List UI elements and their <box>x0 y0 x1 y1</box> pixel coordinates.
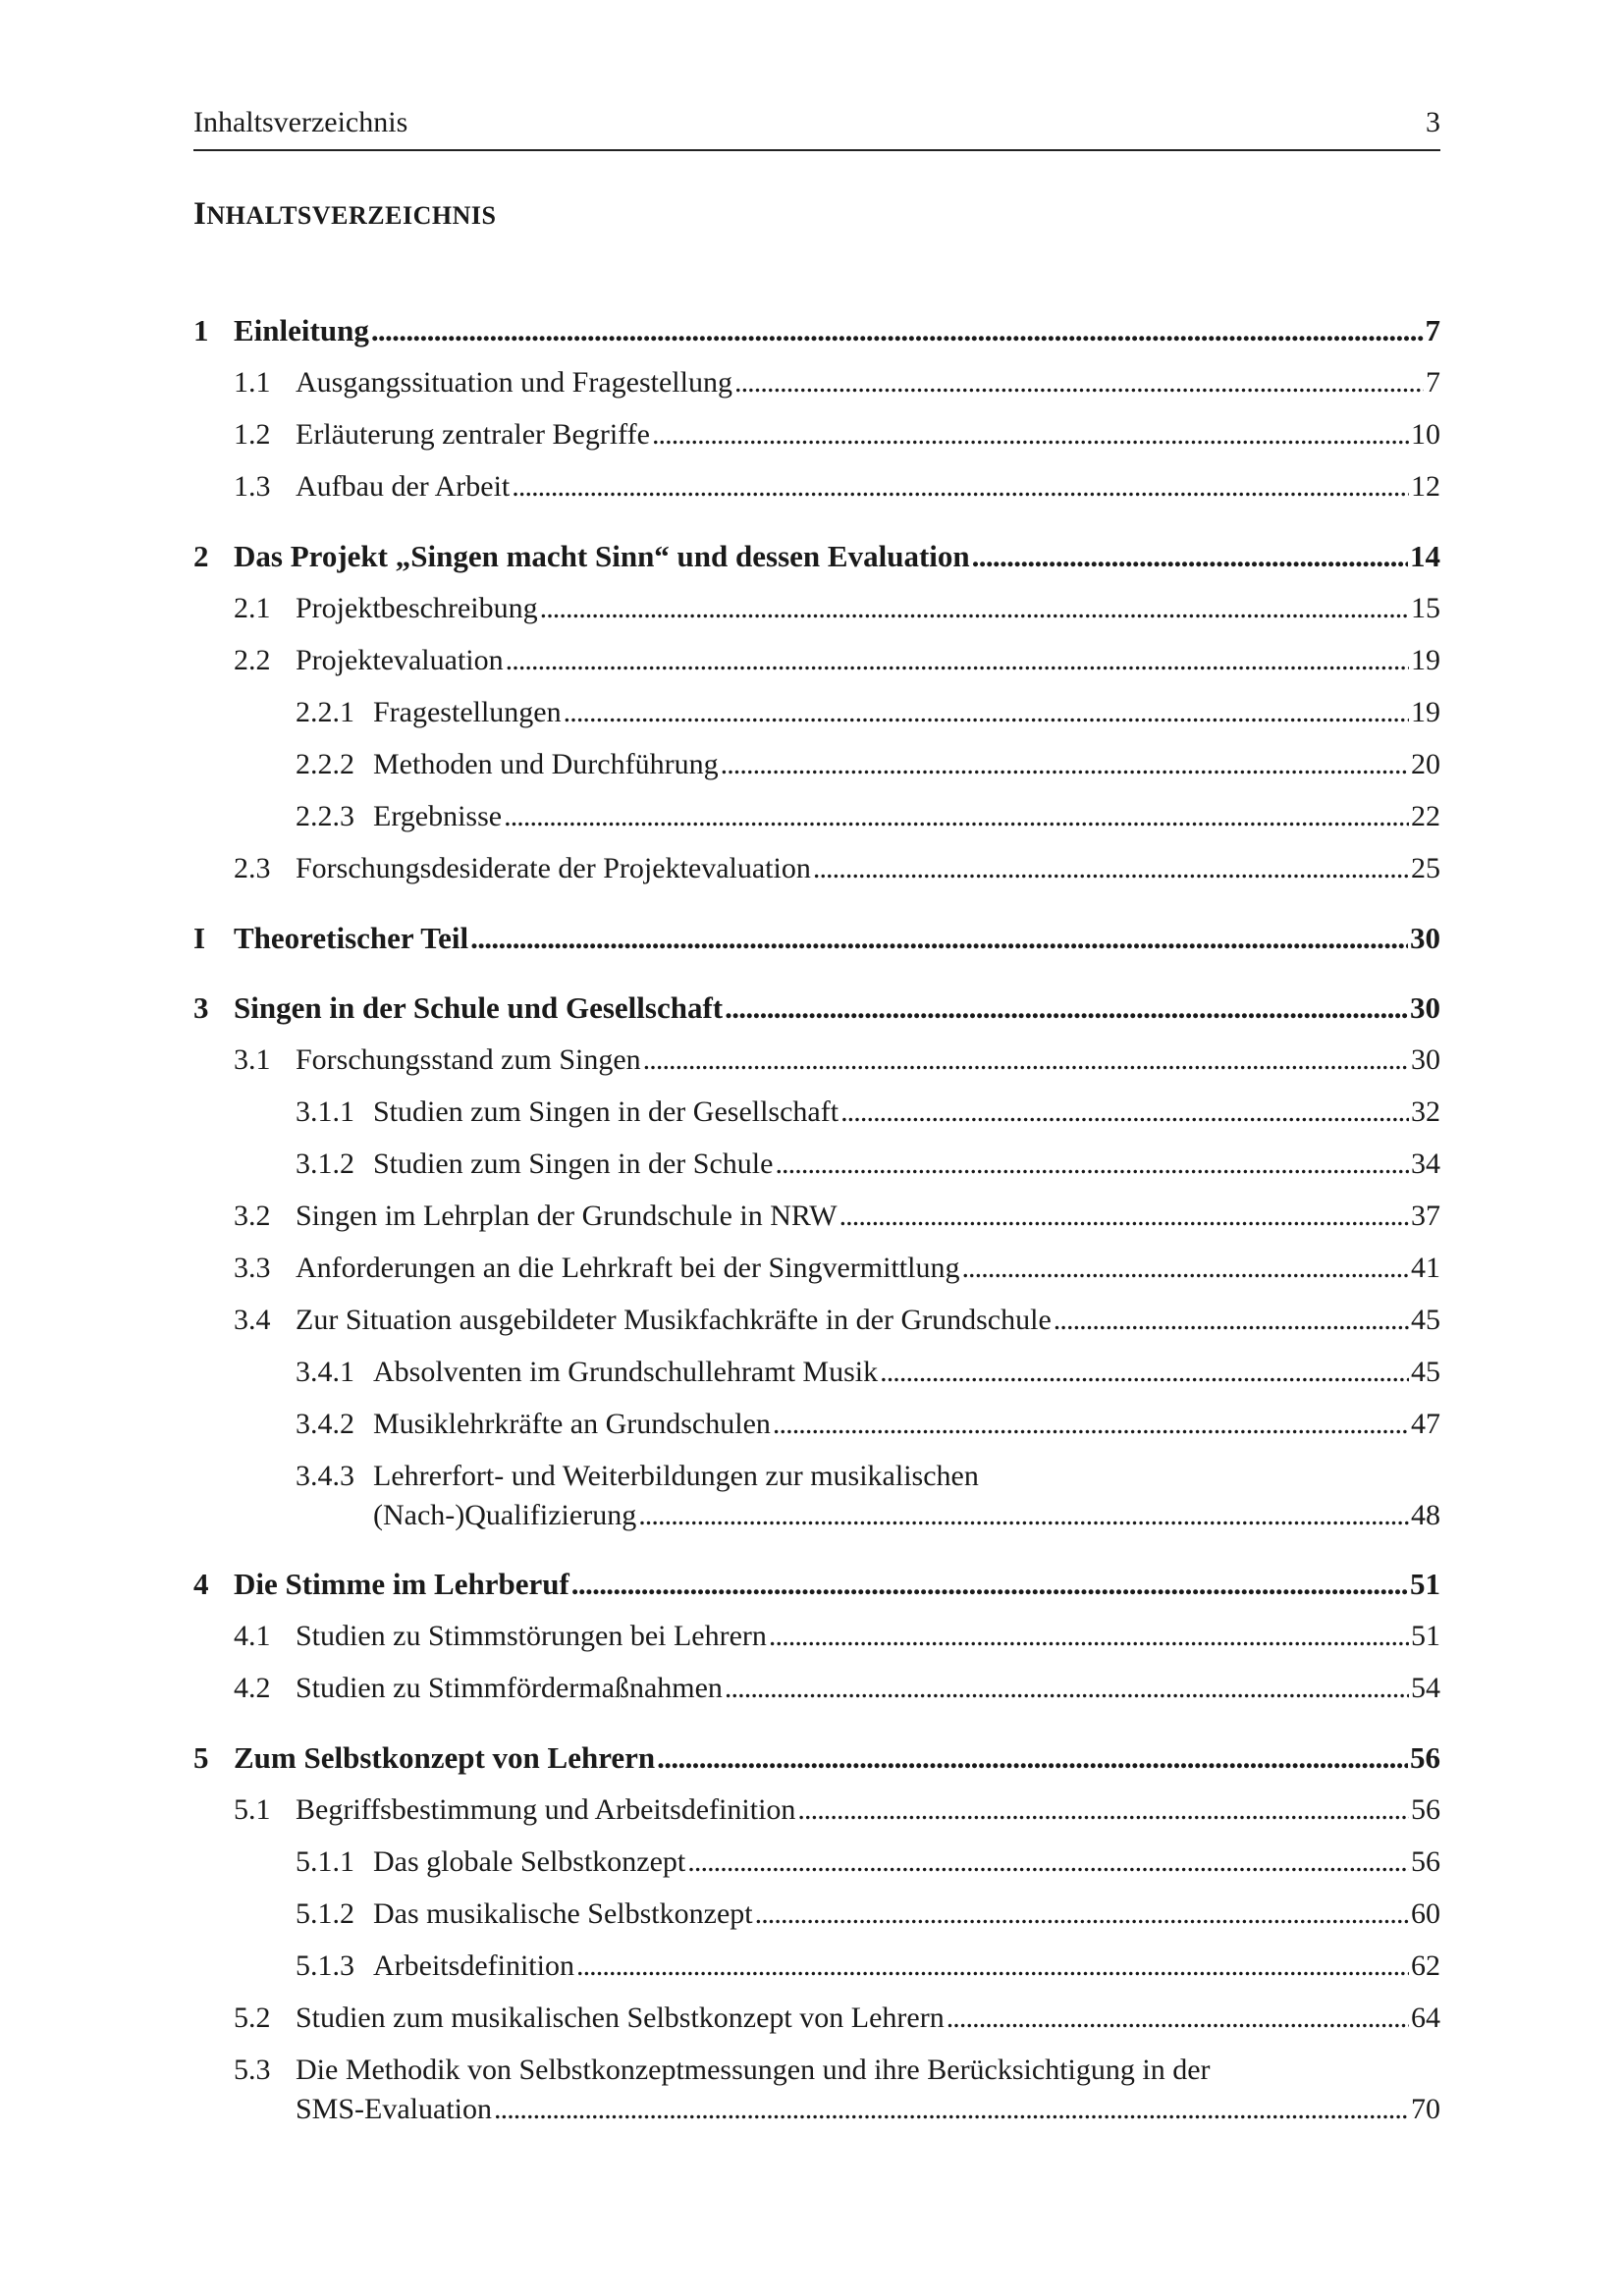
toc-dot-leader <box>657 1739 1408 1777</box>
toc-entry-page-number: 60 <box>1411 1897 1440 1930</box>
toc-entry-number: 3.1.2 <box>296 1148 354 1180</box>
toc-entry-page-number: 30 <box>1411 1043 1440 1076</box>
toc-entry-number: 2 <box>193 539 209 573</box>
toc-dot-leader <box>494 2091 1409 2128</box>
toc-entry-number: 1.1 <box>234 366 271 399</box>
toc-entry-page-number: 56 <box>1411 1845 1440 1878</box>
toc-entry-page-number: 32 <box>1411 1095 1440 1128</box>
toc-entry-title: Ausgangssituation und Fragestellung <box>296 366 732 399</box>
toc-entry-number: I <box>193 921 206 955</box>
toc-dot-leader <box>840 1094 1409 1131</box>
toc-entry[interactable] <box>373 1094 1440 1131</box>
toc-entry[interactable] <box>234 312 1440 349</box>
toc-entry-page-number: 62 <box>1411 1949 1440 1982</box>
toc-entry-number: 5.2 <box>234 2002 271 2034</box>
toc-entry-page-number: 45 <box>1411 1304 1440 1336</box>
toc-entry-title-continued: (Nach-)Qualifizierung <box>373 1499 637 1531</box>
toc-entry-title: Das musikalische Selbstkonzept <box>373 1897 753 1930</box>
toc-entry[interactable] <box>296 642 1440 679</box>
toc-entry[interactable] <box>373 1146 1440 1183</box>
toc-dot-leader <box>725 1670 1409 1707</box>
toc-entry[interactable] <box>234 1739 1440 1777</box>
toc-dot-leader <box>1054 1302 1409 1339</box>
toc-entry-page-number: 37 <box>1411 1200 1440 1232</box>
toc-entry[interactable] <box>296 1250 1440 1287</box>
toc-entry-title: Musiklehrkräfte an Grundschulen <box>373 1408 771 1440</box>
toc-entry[interactable] <box>296 2091 1440 2128</box>
toc-entry-number: 3.2 <box>234 1200 271 1232</box>
toc-entry-title: Studien zu Stimmstörungen bei Lehrern <box>296 1620 767 1652</box>
toc-entry[interactable] <box>373 1406 1440 1443</box>
toc-entry[interactable] <box>234 989 1440 1027</box>
toc-entry-title: Singen im Lehrplan der Grundschule in NRW <box>296 1200 838 1232</box>
toc-dot-leader <box>725 989 1408 1027</box>
running-header <box>193 106 1440 151</box>
toc-entry-number: 4.1 <box>234 1620 271 1652</box>
toc-entry-title: Arbeitsdefinition <box>373 1949 574 1982</box>
toc-entry-number: 4.2 <box>234 1672 271 1704</box>
toc-dot-leader <box>947 2000 1409 2037</box>
toc-dot-leader <box>773 1406 1409 1443</box>
toc-entry-title: Zur Situation ausgebildeter Musikfachkräfte in der Grundschule <box>296 1304 1052 1336</box>
toc-dot-leader <box>470 920 1408 957</box>
toc-dot-leader <box>839 1198 1409 1235</box>
toc-dot-leader <box>512 468 1409 506</box>
toc-entry-title: Anforderungen an die Lehrkraft bei der Singvermittlung <box>296 1252 960 1284</box>
toc-entry[interactable] <box>373 694 1440 731</box>
toc-entry-page-number: 51 <box>1411 1620 1440 1652</box>
toc-entry-page-number: 54 <box>1411 1672 1440 1704</box>
toc-entry-number: 3.4.3 <box>296 1460 354 1492</box>
toc-entry-title: Projektbeschreibung <box>296 592 538 624</box>
toc-entry-number: 1 <box>193 313 209 347</box>
toc-entry-title: Studien zum Singen in der Gesellschaft <box>373 1095 839 1128</box>
toc-dot-leader <box>652 416 1409 454</box>
toc-entry-title: Einleitung <box>234 313 369 347</box>
toc-entry[interactable] <box>234 1566 1440 1603</box>
toc-entry-title: Ergebnisse <box>373 800 503 832</box>
toc-entry-number: 2.2.2 <box>296 748 354 780</box>
toc-entry-title: Zum Selbstkonzept von Lehrern <box>234 1740 656 1775</box>
toc-entry-title: Methoden und Durchführung <box>373 748 719 780</box>
page-title-initial: I <box>193 196 207 232</box>
toc-entry-page-number: 15 <box>1411 592 1440 624</box>
toc-entry-title: Begriffsbestimmung und Arbeitsdefinition <box>296 1793 796 1826</box>
toc-entry[interactable] <box>296 468 1440 506</box>
toc-dot-leader <box>734 364 1424 401</box>
toc-entry[interactable] <box>296 2000 1440 2037</box>
toc-dot-leader <box>504 798 1409 835</box>
toc-entry-title: Das globale Selbstkonzept <box>373 1845 686 1878</box>
page-title-rest: NHALTSVERZEICHNIS <box>206 201 497 230</box>
toc-entry-page-number: 45 <box>1411 1356 1440 1388</box>
toc-entry-number: 5.1.3 <box>296 1949 354 1982</box>
toc-entry-title: Das Projekt „Singen macht Sinn“ und dessen Evaluation <box>234 539 970 573</box>
toc-entry-number: 3.4.1 <box>296 1356 354 1388</box>
toc-entry-page-number: 7 <box>1425 313 1440 347</box>
toc-entry-number: 5.1 <box>234 1793 271 1826</box>
toc-dot-leader <box>813 850 1409 887</box>
toc-entry[interactable] <box>234 920 1440 957</box>
toc-dot-leader <box>564 694 1409 731</box>
toc-entry-title: Studien zu Stimmfördermaßnahmen <box>296 1672 723 1704</box>
toc-entry-page-number: 34 <box>1411 1148 1440 1180</box>
toc-entry-number: 4 <box>193 1567 209 1601</box>
toc-entry-title: Studien zum musikalischen Selbstkonzept von Lehrern <box>296 2002 945 2034</box>
toc-entry[interactable] <box>373 1354 1440 1391</box>
toc-entry[interactable] <box>296 416 1440 454</box>
toc-dot-leader <box>643 1041 1409 1079</box>
toc-entry[interactable] <box>373 1497 1440 1534</box>
toc-entry-title: Lehrerfort- und Weiterbildungen zur musikalischen <box>373 1460 979 1492</box>
header-section-title: Inhaltsverzeichnis <box>193 106 408 138</box>
toc-entry-number: 2.1 <box>234 592 271 624</box>
toc-entry-title: Singen in der Schule und Gesellschaft <box>234 990 724 1025</box>
toc-entry-page-number: 56 <box>1411 1793 1440 1826</box>
toc-dot-leader <box>961 1250 1409 1287</box>
toc-entry-page-number: 47 <box>1411 1408 1440 1440</box>
toc-entry-page-number: 30 <box>1410 990 1440 1025</box>
toc-entry-number: 5 <box>193 1740 209 1775</box>
toc-entry-page-number: 48 <box>1411 1499 1440 1531</box>
toc-entry-page-number: 56 <box>1410 1740 1440 1775</box>
toc-entry-title-continued: SMS-Evaluation <box>296 2093 492 2125</box>
header-page-number: 3 <box>1426 106 1440 138</box>
toc-entry[interactable] <box>373 1896 1440 1933</box>
toc-entry[interactable] <box>373 798 1440 835</box>
toc-entry-number: 3.3 <box>234 1252 271 1284</box>
toc-entry-title: Forschungsstand zum Singen <box>296 1043 641 1076</box>
toc-entry-page-number: 64 <box>1411 2002 1440 2034</box>
toc-entry[interactable] <box>296 590 1440 627</box>
toc-entry-page-number: 25 <box>1411 852 1440 884</box>
toc-entry[interactable] <box>373 746 1440 783</box>
toc-entry-page-number: 19 <box>1411 644 1440 676</box>
toc-entry-title: Die Stimme im Lehrberuf <box>234 1567 569 1601</box>
toc-entry[interactable] <box>296 1670 1440 1707</box>
toc-entry-page-number: 19 <box>1411 696 1440 728</box>
toc-dot-leader <box>506 642 1409 679</box>
toc-entry-number: 5.1.2 <box>296 1897 354 1930</box>
toc-entry-title: Die Methodik von Selbstkonzeptmessungen und ihre Berücksichtigung in der <box>296 2054 1211 2086</box>
toc-entry-page-number: 41 <box>1411 1252 1440 1284</box>
toc-dot-leader <box>755 1896 1409 1933</box>
toc-entry-title: Fragestellungen <box>373 696 562 728</box>
toc-dot-leader <box>721 746 1409 783</box>
toc-entry-number: 3 <box>193 990 209 1025</box>
toc-entry-number: 3.4.2 <box>296 1408 354 1440</box>
toc-dot-leader <box>371 312 1424 349</box>
toc-entry[interactable] <box>373 1843 1440 1881</box>
toc-entry-page-number: 22 <box>1411 800 1440 832</box>
toc-dot-leader <box>769 1618 1409 1655</box>
toc-entry[interactable] <box>296 850 1440 887</box>
toc-entry-number: 5.1.1 <box>296 1845 354 1878</box>
toc-entry[interactable] <box>296 1302 1440 1339</box>
toc-dot-leader <box>576 1948 1409 1985</box>
toc-entry-title: Projektevaluation <box>296 644 504 676</box>
toc-entry[interactable] <box>296 1791 1440 1829</box>
toc-entry-page-number: 30 <box>1410 921 1440 955</box>
toc-entry-number: 3.1 <box>234 1043 271 1076</box>
toc-dot-leader <box>571 1566 1408 1603</box>
toc-entry-page-number: 12 <box>1411 470 1440 503</box>
toc-dot-leader <box>687 1843 1409 1881</box>
toc-entry-page-number: 7 <box>1426 366 1440 399</box>
page-title <box>193 196 496 233</box>
toc-entry-number: 2.2.1 <box>296 696 354 728</box>
toc-entry-page-number: 20 <box>1411 748 1440 780</box>
toc-entry-title: Theoretischer Teil <box>234 921 469 955</box>
toc-entry[interactable] <box>296 364 1440 401</box>
toc-entry-title: Studien zum Singen in der Schule <box>373 1148 774 1180</box>
toc-entry-title: Erläuterung zentraler Begriffe <box>296 418 650 451</box>
toc-entry-number: 2.3 <box>234 852 271 884</box>
toc-entry-page-number: 51 <box>1410 1567 1440 1601</box>
toc-entry-number: 2.2 <box>234 644 271 676</box>
toc-entry-page-number: 10 <box>1411 418 1440 451</box>
toc-entry-number: 1.2 <box>234 418 271 451</box>
toc-dot-leader <box>775 1146 1409 1183</box>
toc-entry-number: 1.3 <box>234 470 271 503</box>
toc-entry[interactable] <box>234 538 1440 575</box>
toc-entry-title: Forschungsdesiderate der Projektevaluation <box>296 852 811 884</box>
toc-dot-leader <box>972 538 1408 575</box>
toc-dot-leader <box>540 590 1409 627</box>
toc-entry-number: 3.1.1 <box>296 1095 354 1128</box>
toc-entry[interactable] <box>296 1198 1440 1235</box>
toc-dot-leader <box>880 1354 1409 1391</box>
toc-entry-title: Aufbau der Arbeit <box>296 470 511 503</box>
toc-dot-leader <box>638 1497 1409 1534</box>
toc-dot-leader <box>797 1791 1409 1829</box>
toc-entry[interactable] <box>373 1948 1440 1985</box>
toc-entry[interactable] <box>296 1041 1440 1079</box>
toc-entry-title: Absolventen im Grundschullehramt Musik <box>373 1356 879 1388</box>
toc-entry-number: 2.2.3 <box>296 800 354 832</box>
toc-entry-page-number: 14 <box>1410 539 1440 573</box>
toc-entry-number: 5.3 <box>234 2054 271 2086</box>
toc-entry-number: 3.4 <box>234 1304 271 1336</box>
toc-entry[interactable] <box>296 1618 1440 1655</box>
toc-entry-page-number: 70 <box>1411 2093 1440 2125</box>
